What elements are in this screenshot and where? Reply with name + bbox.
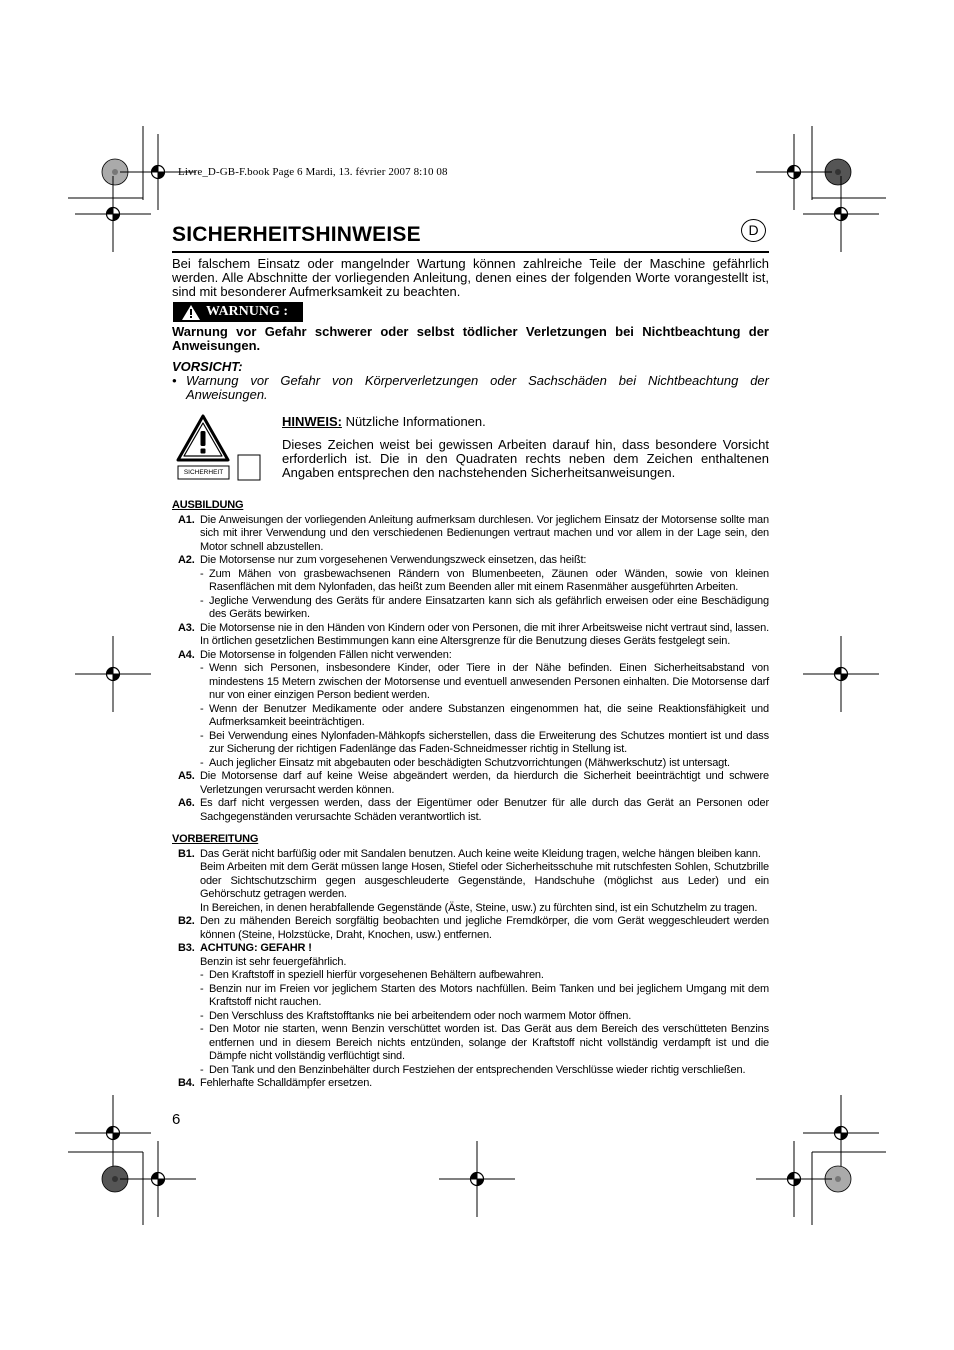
crosshair-right-middle bbox=[803, 636, 879, 712]
section-heading: AUSBILDUNG bbox=[172, 499, 244, 511]
item-code: A3. bbox=[178, 621, 195, 634]
item-text: Fehlerhafte Schalldämpfer ersetzen. bbox=[200, 1077, 373, 1089]
title-rule bbox=[172, 251, 769, 253]
caution-text-block bbox=[172, 374, 769, 402]
page-title: SICHERHEITSHINWEISE bbox=[172, 223, 421, 246]
warning-triangle-icon bbox=[181, 304, 201, 321]
item-text: Das Gerät nicht barfüßig oder mit Sandalen benutzen. Auch keine weite Kleidung tragen, welche hängen bleiben kann. bbox=[200, 847, 761, 860]
item-code: A1. bbox=[178, 513, 195, 526]
item-text: Die Anweisungen der vorliegenden Anleitung aufmerksam durchlesen. Vor jeglichem Einsatz der Motorsense sollte man sich mit ihrer Verwendung und den verschiedenen Bedienungen vertraut machen und vor allem in der Lage sein, den Motor schnell abzustellen. bbox=[200, 513, 769, 553]
sub-item: - Wenn der Benutzer Medikamente oder andere Substanzen eingenommen hat, die seine Reaktionsfähigkeit und Aufmerksamkeit beeinträchtigen. bbox=[200, 702, 769, 728]
hinweis-line bbox=[282, 415, 769, 429]
list-item bbox=[172, 770, 769, 797]
crosshair-left-middle bbox=[75, 636, 151, 712]
caution-heading: VORSICHT: bbox=[172, 359, 243, 374]
sub-item: - Bei Verwendung eines Nylonfaden-Mähkopfs sicherstellen, dass die Erweiterung des Schutzes montiert ist und dass zur Sicherung der richtigen Fadenlänge das Faden-Schneidmesser richtig in Stellung ist. bbox=[200, 729, 769, 755]
list-item bbox=[172, 649, 769, 771]
language-badge: D bbox=[741, 219, 766, 242]
sub-item: - Wenn sich Personen, insbesondere Kinder, oder Tiere in der Nähe befinden. Einen Sicherheitsabstand von mindestens 15 Metern zwischen der Motorsense und eventuell anwesenden Personen einhalten. Die Motorsense darf nur von einer einzigen Person bedient werden. bbox=[200, 662, 769, 701]
list-item bbox=[172, 797, 769, 824]
item-code: A5. bbox=[178, 770, 195, 782]
item-code: B3. bbox=[178, 942, 195, 954]
warning-label: WARNUNG : bbox=[206, 304, 289, 319]
item-text: Die Motorsense in folgenden Fällen nicht verwenden: bbox=[200, 648, 452, 661]
item-code: B4. bbox=[178, 1077, 195, 1089]
item-text: Es darf nicht vergessen werden, dass der Eigentümer oder Benutzer für alle durch das Gerät an Personen oder Sachgegenständen verursachte Schäden verantwortlich ist. bbox=[200, 797, 769, 823]
sub-item: - Den Tank und den Benzinbehälter durch Festziehen der entsprechenden Verschlüsse wieder richtig verschließen. bbox=[200, 1063, 746, 1076]
section-vorbereitung bbox=[172, 833, 769, 1091]
warning-text: Warnung vor Gefahr schwerer oder selbst tödlicher Verletzungen bei Nichtbeachtung der Anweisungen. bbox=[172, 324, 769, 353]
item-code: A4. bbox=[178, 648, 195, 661]
sub-item: - Auch jeglicher Einsatz mit abgebauten oder beschädigten Schutzvorrichtungen (Mähwerkschutz) ist untersagt. bbox=[200, 756, 730, 769]
hinweis-text: Nützliche Informationen. bbox=[341, 414, 486, 429]
item-text-continued: In Bereichen, in denen herabfallende Gegenstände (Äste, Steine, usw.) zu fürchten sind, ist ein Schutzhelm zu tragen. bbox=[200, 901, 758, 914]
crosshair-right-upper bbox=[803, 176, 879, 252]
list-item bbox=[172, 1077, 769, 1091]
list-item bbox=[172, 622, 769, 649]
list-item bbox=[172, 514, 769, 555]
item-code: B1. bbox=[178, 847, 195, 860]
sub-item: - Den Verschluss des Kraftstofftanks nie bei arbeitendem oder noch warmem Motor öffnen. bbox=[200, 1009, 632, 1022]
crosshair-top-right bbox=[756, 134, 832, 210]
hinweis-label: HINWEIS: bbox=[282, 414, 342, 429]
page-number: 6 bbox=[172, 1111, 181, 1128]
crosshair-left-lower bbox=[75, 1095, 151, 1171]
sub-item: - Den Kraftstoff in speziell hierfür vorgesehenen Behältern aufbewahren. bbox=[200, 969, 544, 981]
hinweis-paragraph: Dieses Zeichen weist bei gewissen Arbeiten darauf hin, dass besondere Vorsicht erforderlich ist. Die in den Quadraten rechts neben dem Zeichen enthaltenen Angaben entsprechen den nachstehenden Sicherheitsanweisungen. bbox=[282, 437, 769, 480]
sub-item: - Jegliche Verwendung des Geräts für andere Einsatzarten kann sich als gefährlich erweisen oder eine Beschädigung des Geräts bewirken. bbox=[200, 594, 769, 620]
caution-text: Warnung vor Gefahr von Körperverletzungen oder Sachschäden bei Nichtbeachtung der Anweisungen. bbox=[186, 373, 769, 402]
item-code: A2. bbox=[178, 554, 195, 566]
item-text: Die Motorsense nur zum vorgesehenen Verwendungszweck einsetzen, das heißt: bbox=[200, 554, 587, 566]
warning-label-box bbox=[173, 302, 303, 322]
sub-item: - Den Motor nie starten, wenn Benzin verschüttet worden ist. Das Gerät aus dem Bereich des verschütteten Benzins entfernen und in diesem Bereich nichts entzünden, solange der Kraftstoff nicht vollständig verdampft ist und die Dämpfe nicht vollständig verflüchtigt sind. bbox=[200, 1023, 769, 1062]
intro-paragraph: Bei falschem Einsatz oder mangelnder Wartung können zahlreiche Teile der Maschine gefährlich werden. Alle Abschnitte der vorliegenden Anleitung, denen eines der folgenden Worte vorangestellt ist, sind mit besonderer Aufmerksamkeit zu beachten. bbox=[172, 256, 769, 299]
section-ausbildung bbox=[172, 499, 769, 824]
crosshair-bottom-center bbox=[439, 1141, 515, 1217]
section-heading: VORBEREITUNG bbox=[172, 833, 259, 845]
crosshair-left-upper bbox=[75, 176, 151, 252]
print-info: Livre_D-GB-F.book Page 6 Mardi, 13. février 2007 8:10 08 bbox=[178, 166, 448, 178]
item-text: Den zu mähenden Bereich sorgfältig beobachten und jegliche Fremdkörper, die vom Gerät weggeschleudert werden können (Steine, Holzstücke, Draht, Knochen, usw.) entfernen. bbox=[200, 915, 769, 941]
item-text: ACHTUNG: GEFAHR ! bbox=[200, 942, 312, 954]
item-text: Die Motorsense nie in den Händen von Kindern oder von Personen, die mit ihrer Arbeitsweise nicht vertraut sind, lassen. In örtlichen gesetzlichen Bestimmungen kann eine Altersgrenze für die Benutzung dieses Geräts festgelegt sein. bbox=[200, 621, 769, 647]
sub-item: - Benzin nur im Freien vor jeglichem Starten des Motors nachfüllen. Beim Tanken und bei jeglichem Umgang mit dem Kraftstoff nicht rauchen. bbox=[200, 982, 769, 1008]
item-code: A6. bbox=[178, 797, 195, 809]
item-code: B2. bbox=[178, 915, 195, 927]
item-text: Die Motorsense darf auf keine Weise abgeändert werden, da hierdurch die Sicherheit beeinträchtigt und schwere Verletzungen verursacht werden können. bbox=[200, 770, 769, 796]
list-item bbox=[172, 942, 769, 1077]
crosshair-right-lower bbox=[803, 1095, 879, 1171]
list-item bbox=[172, 848, 769, 916]
item-text-continued: Benzin ist sehr feuergefährlich. bbox=[200, 955, 347, 968]
sub-item: - Zum Mähen von grasbewachsenen Rändern von Blumenbeeten, Zäunen oder Wänden, sowie von kleinen Rasenflächen mit dem Nylonfaden, das heißt zum Beenden aller mit einem Rasenmäher ausgeführten Arbeiten. bbox=[200, 567, 769, 593]
list-item bbox=[172, 915, 769, 942]
item-text-continued: Beim Arbeiten mit dem Gerät müssen lange Hosen, Stiefel oder Sicherheitsschuhe mit rutschfesten Sohlen, Schutzbrille oder Sichtschutzschirm gegen ausgeschleuderte Gegenstände, Handschuhe (möglichst aus Leder) und ein Gehörschutz getragen werden. bbox=[200, 861, 769, 900]
bullet: • bbox=[172, 373, 177, 388]
safety-symbol bbox=[176, 412, 262, 486]
list-item bbox=[172, 554, 769, 622]
safety-symbol-label: SICHERHEIT bbox=[183, 469, 224, 476]
